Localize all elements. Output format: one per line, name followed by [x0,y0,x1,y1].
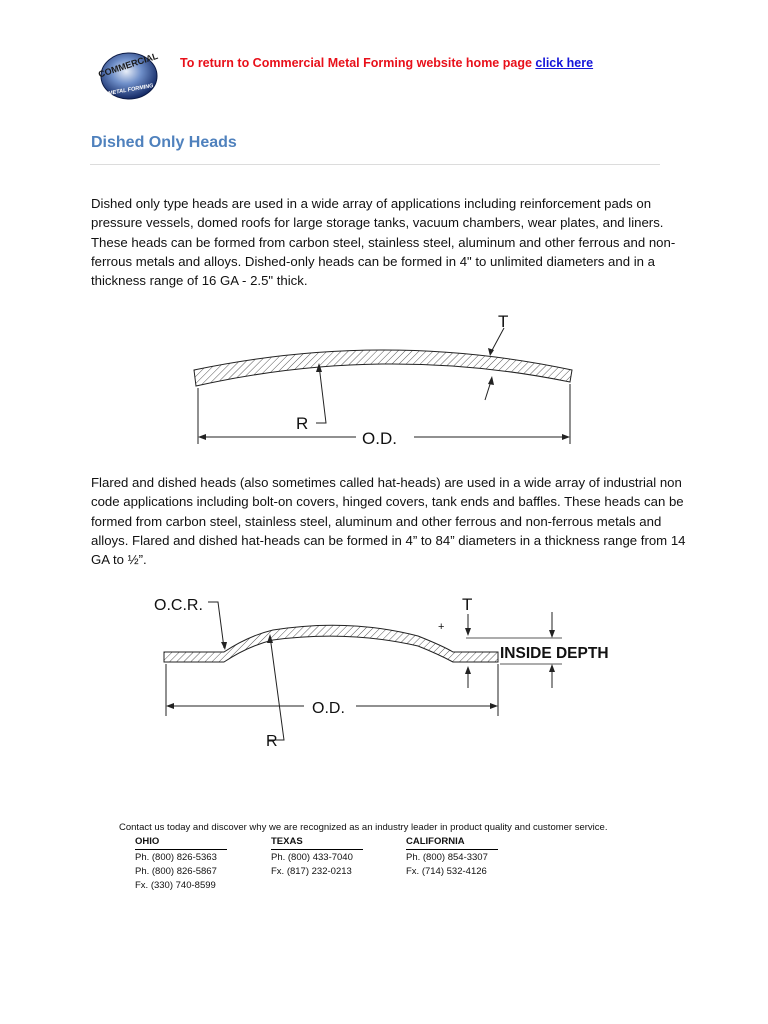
title-divider [90,164,660,165]
texas-phone: Ph. (800) 433-7040 [271,852,353,863]
ohio-phone-2: Ph. (800) 826-5867 [135,866,217,877]
outside-diameter-label: O.D. [312,700,345,717]
contact-intro: Contact us today and discover why we are recognized as an industry leader in product quality and customer service. [119,822,608,833]
radius-label: R [296,414,309,433]
radius-label: R [266,733,278,750]
california-fax: Fx. (714) 532-4126 [406,866,487,877]
california-phone: Ph. (800) 854-3307 [406,852,488,863]
texas-fax: Fx. (817) 232-0213 [271,866,352,877]
california-contact [406,835,498,879]
plus-mark: + [438,621,445,633]
logo-text-top: COMMERCIAL [97,50,160,80]
page-title: Dished Only Heads [91,134,237,151]
return-text: To return to Commercial Metal Forming website home page [180,56,536,70]
ohio-phone-1: Ph. (800) 826-5363 [135,852,217,863]
california-heading: CALIFORNIA [406,835,498,850]
texas-contact [271,835,363,879]
logo-text-bottom: METAL FORMING [107,83,154,97]
inside-depth-label: INSIDE DEPTH [500,645,609,662]
dished-head-diagram [188,306,580,456]
hat-head-section [164,625,498,662]
company-logo [88,48,170,104]
thickness-label: T [498,312,509,331]
outside-diameter-label: O.D. [362,429,397,448]
flared-heads-description: Flared and dished heads (also sometimes called hat-heads) are used in a wide array of industrial non code applications including bolt-on covers, hinged covers, tank ends and baffles. These heads can be formed from carbon steel, stainless steel, aluminum and other ferrous and non-ferrous metals and alloys. Flared and dished hat-heads can be formed in 4” to 84” diameters in a thickness range from 14 GA to ½”. [91,475,686,568]
dished-heads-description: Dished only type heads are used in a wide array of applications including reinforcement pads on pressure vessels, domed roofs for large storage tanks, vacuum chambers, wear plates, and liners. These heads can be formed from carbon steel, stainless steel, aluminum and other ferrous and non-ferrous metals and alloys. Dished-only heads can be formed in 4" to unlimited diameters and in a thickness range of 16 GA - 2.5" thick. [91,196,676,289]
texas-heading: TEXAS [271,835,363,850]
ohio-heading: OHIO [135,835,227,850]
flared-dished-head-diagram [148,584,628,754]
ocr-label: O.C.R. [154,597,203,614]
ohio-fax: Fx. (330) 740-8599 [135,880,216,891]
dished-plate-section [194,350,572,386]
ohio-contact [135,835,227,893]
click-here-link[interactable]: click here [535,56,594,70]
return-home-line [180,56,593,70]
thickness-label: T [462,595,473,614]
